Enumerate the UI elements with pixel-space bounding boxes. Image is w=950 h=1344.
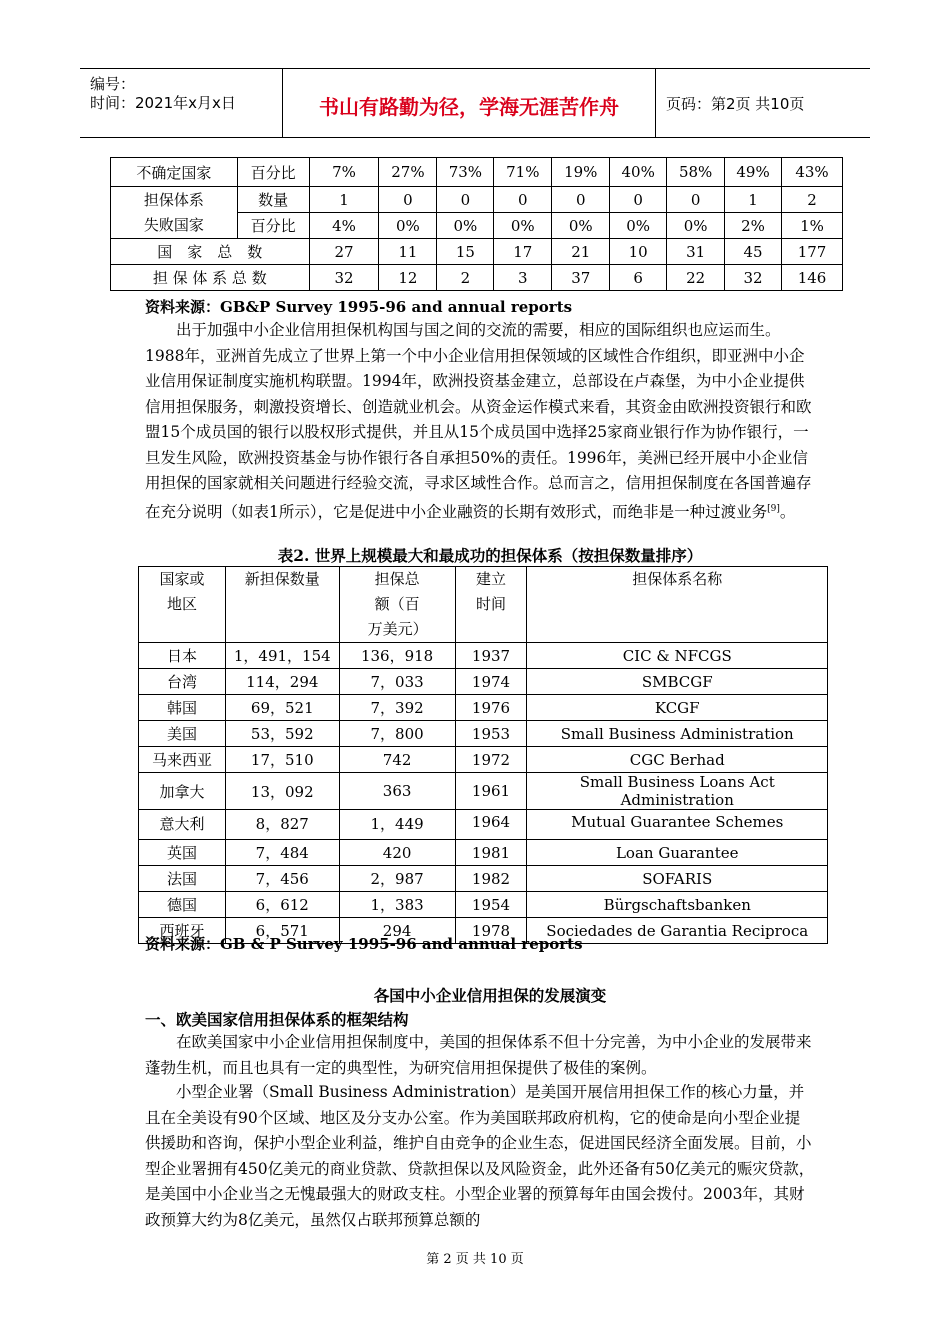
- cell-country: 韩国: [139, 695, 226, 721]
- paragraph-2: 在欧美国家中小企业信用担保制度中，美国的担保体系不但十分完善，为中小企业的发展带来蓬勃生机，而且也具有一定的典型性，为研究信用担保提供了极佳的案例。: [145, 1033, 812, 1077]
- table-cell: 3: [494, 265, 552, 291]
- cell-established: 1972: [455, 747, 527, 773]
- cell-total-amount: 420: [339, 840, 455, 866]
- cell-new-guarantees: 8，827: [225, 810, 339, 840]
- table-cell: 2: [437, 265, 494, 291]
- header-total-amount: 担保总额（百万美元）: [339, 567, 455, 643]
- header-motto: 书山有路勤为径，学海无涯苦作舟: [319, 95, 619, 119]
- row-label: 担 保 体 系 总 数: [111, 265, 310, 291]
- cell-country: 加拿大: [139, 773, 226, 810]
- header-country: 国家或地区: [139, 567, 226, 643]
- table-cell: 17: [494, 239, 552, 265]
- page-info: 页码：第2页 共10页: [666, 95, 805, 113]
- cell-scheme-name: Small Business Loans Act Administration: [527, 773, 828, 810]
- cell-scheme-name: Small Business Administration: [527, 721, 828, 747]
- cell-scheme-name: Bürgschaftsbanken: [527, 892, 828, 918]
- cell-total-amount: 2，987: [339, 866, 455, 892]
- table-cell: 10: [610, 239, 667, 265]
- row-label-line1: 担保体系: [143, 190, 204, 209]
- header-scheme-name: 担保体系名称: [527, 567, 828, 643]
- paragraph-1: [145, 318, 815, 525]
- cell-country: 西班牙: [139, 918, 226, 944]
- cell-scheme-name: SOFARIS: [527, 866, 828, 892]
- table-cell: 0%: [552, 213, 610, 239]
- doc-time-label: 时间：2021年x月x日: [90, 94, 236, 112]
- table-cell: 32: [725, 265, 782, 291]
- table-row: [111, 158, 843, 187]
- page-footer: 第 2 页 共 10 页: [426, 1252, 524, 1267]
- table-cell: 43%: [782, 158, 843, 187]
- table-row: [139, 695, 828, 721]
- cell-total-amount: 294: [339, 918, 455, 944]
- table-row: [111, 239, 843, 265]
- table-cell: 0: [610, 187, 667, 213]
- cell-total-amount: 136，918: [339, 643, 455, 669]
- table-cell: 73%: [437, 158, 494, 187]
- table-cell: 40%: [610, 158, 667, 187]
- table-cell: 49%: [725, 158, 782, 187]
- cell-scheme-name: CGC Berhad: [527, 747, 828, 773]
- table-2-caption: 表2. 世界上规模最大和最成功的担保体系（按担保数量排序）: [277, 546, 703, 565]
- cell-new-guarantees: 7，456: [225, 866, 339, 892]
- cell-new-guarantees: 114，294: [225, 669, 339, 695]
- header-new-guarantees: 新担保数量: [225, 567, 339, 643]
- cell-country: 德国: [139, 892, 226, 918]
- table-cell: 177: [782, 239, 843, 265]
- table-cell: 21: [552, 239, 610, 265]
- table-row: [139, 669, 828, 695]
- cell-total-amount: 1，449: [339, 810, 455, 840]
- table-row: [111, 187, 843, 213]
- table-row: [139, 866, 828, 892]
- table-cell: 31: [667, 239, 725, 265]
- cell-new-guarantees: 13，092: [225, 773, 339, 810]
- doc-number-label: 编号：: [90, 75, 136, 93]
- row-sublabel: 数量: [237, 187, 309, 213]
- cell-new-guarantees: 6，612: [225, 892, 339, 918]
- section-title: 各国中小企业信用担保的发展演变: [373, 986, 607, 1005]
- cell-established: 1982: [455, 866, 527, 892]
- table-cell: 2: [782, 187, 843, 213]
- row-label-merged: [111, 187, 238, 239]
- table-cell: 1: [725, 187, 782, 213]
- paragraph-3: 小型企业署（Small Business Administration）是美国开展信用担保工作的核心力量，并且在全美设有90个区域、地区及分支办公室。作为美国联邦政府机构，它的使命是向小型企业提供援助和咨询，保护小型企业利益，维护自由竞争的企业生态，促进国民经济全面发展。目前，小型企业署拥有450亿美元的商业贷款、贷款担保以及风险资金，此外还备有50亿美元的赈灾贷款，是美国中小企业当之无愧最强大的财政支柱。小型企业署的预算每年由国会拨付。2003年，其财政预算大约为8亿美元，虽然仅占联邦预算总额的: [145, 1083, 815, 1229]
- row-label: 不确定国家: [111, 158, 238, 187]
- cell-established: 1974: [455, 669, 527, 695]
- header-meta: [80, 69, 283, 137]
- table-2-source: 资料来源：GB & P Survey 1995-96 and annual reports: [145, 935, 583, 953]
- table-cell: 19%: [552, 158, 610, 187]
- table-cell: 146: [782, 265, 843, 291]
- table-row: [139, 892, 828, 918]
- cell-total-amount: 1，383: [339, 892, 455, 918]
- table-cell: 0: [494, 187, 552, 213]
- citation-ref: [9]: [767, 503, 780, 514]
- table-cell: 27: [309, 239, 379, 265]
- table-cell: 0%: [437, 213, 494, 239]
- cell-established: 1976: [455, 695, 527, 721]
- table-cell: 32: [309, 265, 379, 291]
- cell-total-amount: 7，392: [339, 695, 455, 721]
- cell-new-guarantees: 53，592: [225, 721, 339, 747]
- header-page-cell: [656, 69, 870, 137]
- cell-country: 美国: [139, 721, 226, 747]
- table-cell: 1: [309, 187, 379, 213]
- table-cell: 2%: [725, 213, 782, 239]
- table-cell: 27%: [379, 158, 437, 187]
- table-row: [139, 721, 828, 747]
- table-cell: 0: [437, 187, 494, 213]
- table-2: [138, 566, 828, 944]
- table-row: [139, 840, 828, 866]
- cell-total-amount: 7，800: [339, 721, 455, 747]
- cell-established: 1953: [455, 721, 527, 747]
- table-cell: 45: [725, 239, 782, 265]
- cell-country: 英国: [139, 840, 226, 866]
- cell-established: 1964: [455, 810, 527, 840]
- table-cell: 0: [552, 187, 610, 213]
- page-header: [80, 68, 870, 138]
- table-cell: 0%: [667, 213, 725, 239]
- table-1-source: 资料来源：GB&P Survey 1995-96 and annual reports: [145, 298, 573, 316]
- table-row: [139, 643, 828, 669]
- table-cell: 4%: [309, 213, 379, 239]
- table-cell: 15: [437, 239, 494, 265]
- cell-established: 1954: [455, 892, 527, 918]
- cell-total-amount: 363: [339, 773, 455, 810]
- cell-established: 1981: [455, 840, 527, 866]
- subsection-title: 一、欧美国家信用担保体系的框架结构: [145, 1010, 409, 1029]
- cell-established: 1937: [455, 643, 527, 669]
- table-cell: 22: [667, 265, 725, 291]
- table-cell: 11: [379, 239, 437, 265]
- table-row: [111, 265, 843, 291]
- cell-scheme-name: KCGF: [527, 695, 828, 721]
- cell-country: 日本: [139, 643, 226, 669]
- paragraph-1-end: 。: [779, 502, 796, 521]
- row-sublabel: 百分比: [237, 213, 309, 239]
- table-cell: 0%: [494, 213, 552, 239]
- table-cell: 0: [667, 187, 725, 213]
- row-label: 国 家 总 数: [111, 239, 310, 265]
- cell-new-guarantees: 69，521: [225, 695, 339, 721]
- paragraph-1-text: 出于加强中小企业信用担保机构国与国之间的交流的需要，相应的国际组织也应运而生。1988年，亚洲首先成立了世界上第一个中小企业信用担保领域的区域性合作组织，即亚洲中小企业信用保证制度实施机构联盟。1994年，欧洲投资基金建立，总部设在卢森堡，为中小企业提供信用担保服务，刺激投资增长、创造就业机会。从资金运作模式来看，其资金由欧洲投资银行和欧盟15个成员国的银行以股权形式提供，并且从15个成员国中选择25家商业银行作为协作银行，一旦发生风险，欧洲投资基金与协作银行各自承担50%的责任。1996年，美洲已经开展中小企业信用担保的国家就相关问题进行经验交流，寻求区域性合作。总而言之，信用担保制度在各国普遍存在充分说明（如表1所示），它是促进中小企业融资的长期有效形式，而绝非是一种过渡业务: [145, 321, 812, 521]
- table-cell: 37: [552, 265, 610, 291]
- cell-established: 1978: [455, 918, 527, 944]
- table-1: [110, 157, 843, 291]
- row-label-line2: 失败国家: [143, 215, 204, 234]
- cell-new-guarantees: 17，510: [225, 747, 339, 773]
- table-cell: 0%: [610, 213, 667, 239]
- cell-scheme-name: Loan Guarantee: [527, 840, 828, 866]
- cell-scheme-name: CIC & NFCGS: [527, 643, 828, 669]
- table-cell: 58%: [667, 158, 725, 187]
- cell-scheme-name: SMBCGF: [527, 669, 828, 695]
- header-motto-cell: [283, 69, 656, 137]
- cell-scheme-name: Mutual Guarantee Schemes: [527, 810, 828, 840]
- table-row: [139, 747, 828, 773]
- cell-established: 1961: [455, 773, 527, 810]
- table-header-row: [139, 567, 828, 643]
- table-row: [139, 773, 828, 810]
- cell-country: 马来西亚: [139, 747, 226, 773]
- table-cell: 0%: [379, 213, 437, 239]
- table-cell: 12: [379, 265, 437, 291]
- cell-scheme-name: Sociedades de Garantia Reciproca: [527, 918, 828, 944]
- cell-new-guarantees: 7，484: [225, 840, 339, 866]
- table-cell: 1%: [782, 213, 843, 239]
- cell-country: 法国: [139, 866, 226, 892]
- cell-total-amount: 742: [339, 747, 455, 773]
- table-cell: 7%: [309, 158, 379, 187]
- cell-new-guarantees: 1，491，154: [225, 643, 339, 669]
- cell-country: 台湾: [139, 669, 226, 695]
- cell-country: 意大利: [139, 810, 226, 840]
- header-established: 建立时间: [455, 567, 527, 643]
- cell-new-guarantees: 6，571: [225, 918, 339, 944]
- table-cell: 71%: [494, 158, 552, 187]
- table-cell: 6: [610, 265, 667, 291]
- table-cell: 0: [379, 187, 437, 213]
- cell-total-amount: 7，033: [339, 669, 455, 695]
- table-row: [139, 810, 828, 840]
- row-sublabel: 百分比: [237, 158, 309, 187]
